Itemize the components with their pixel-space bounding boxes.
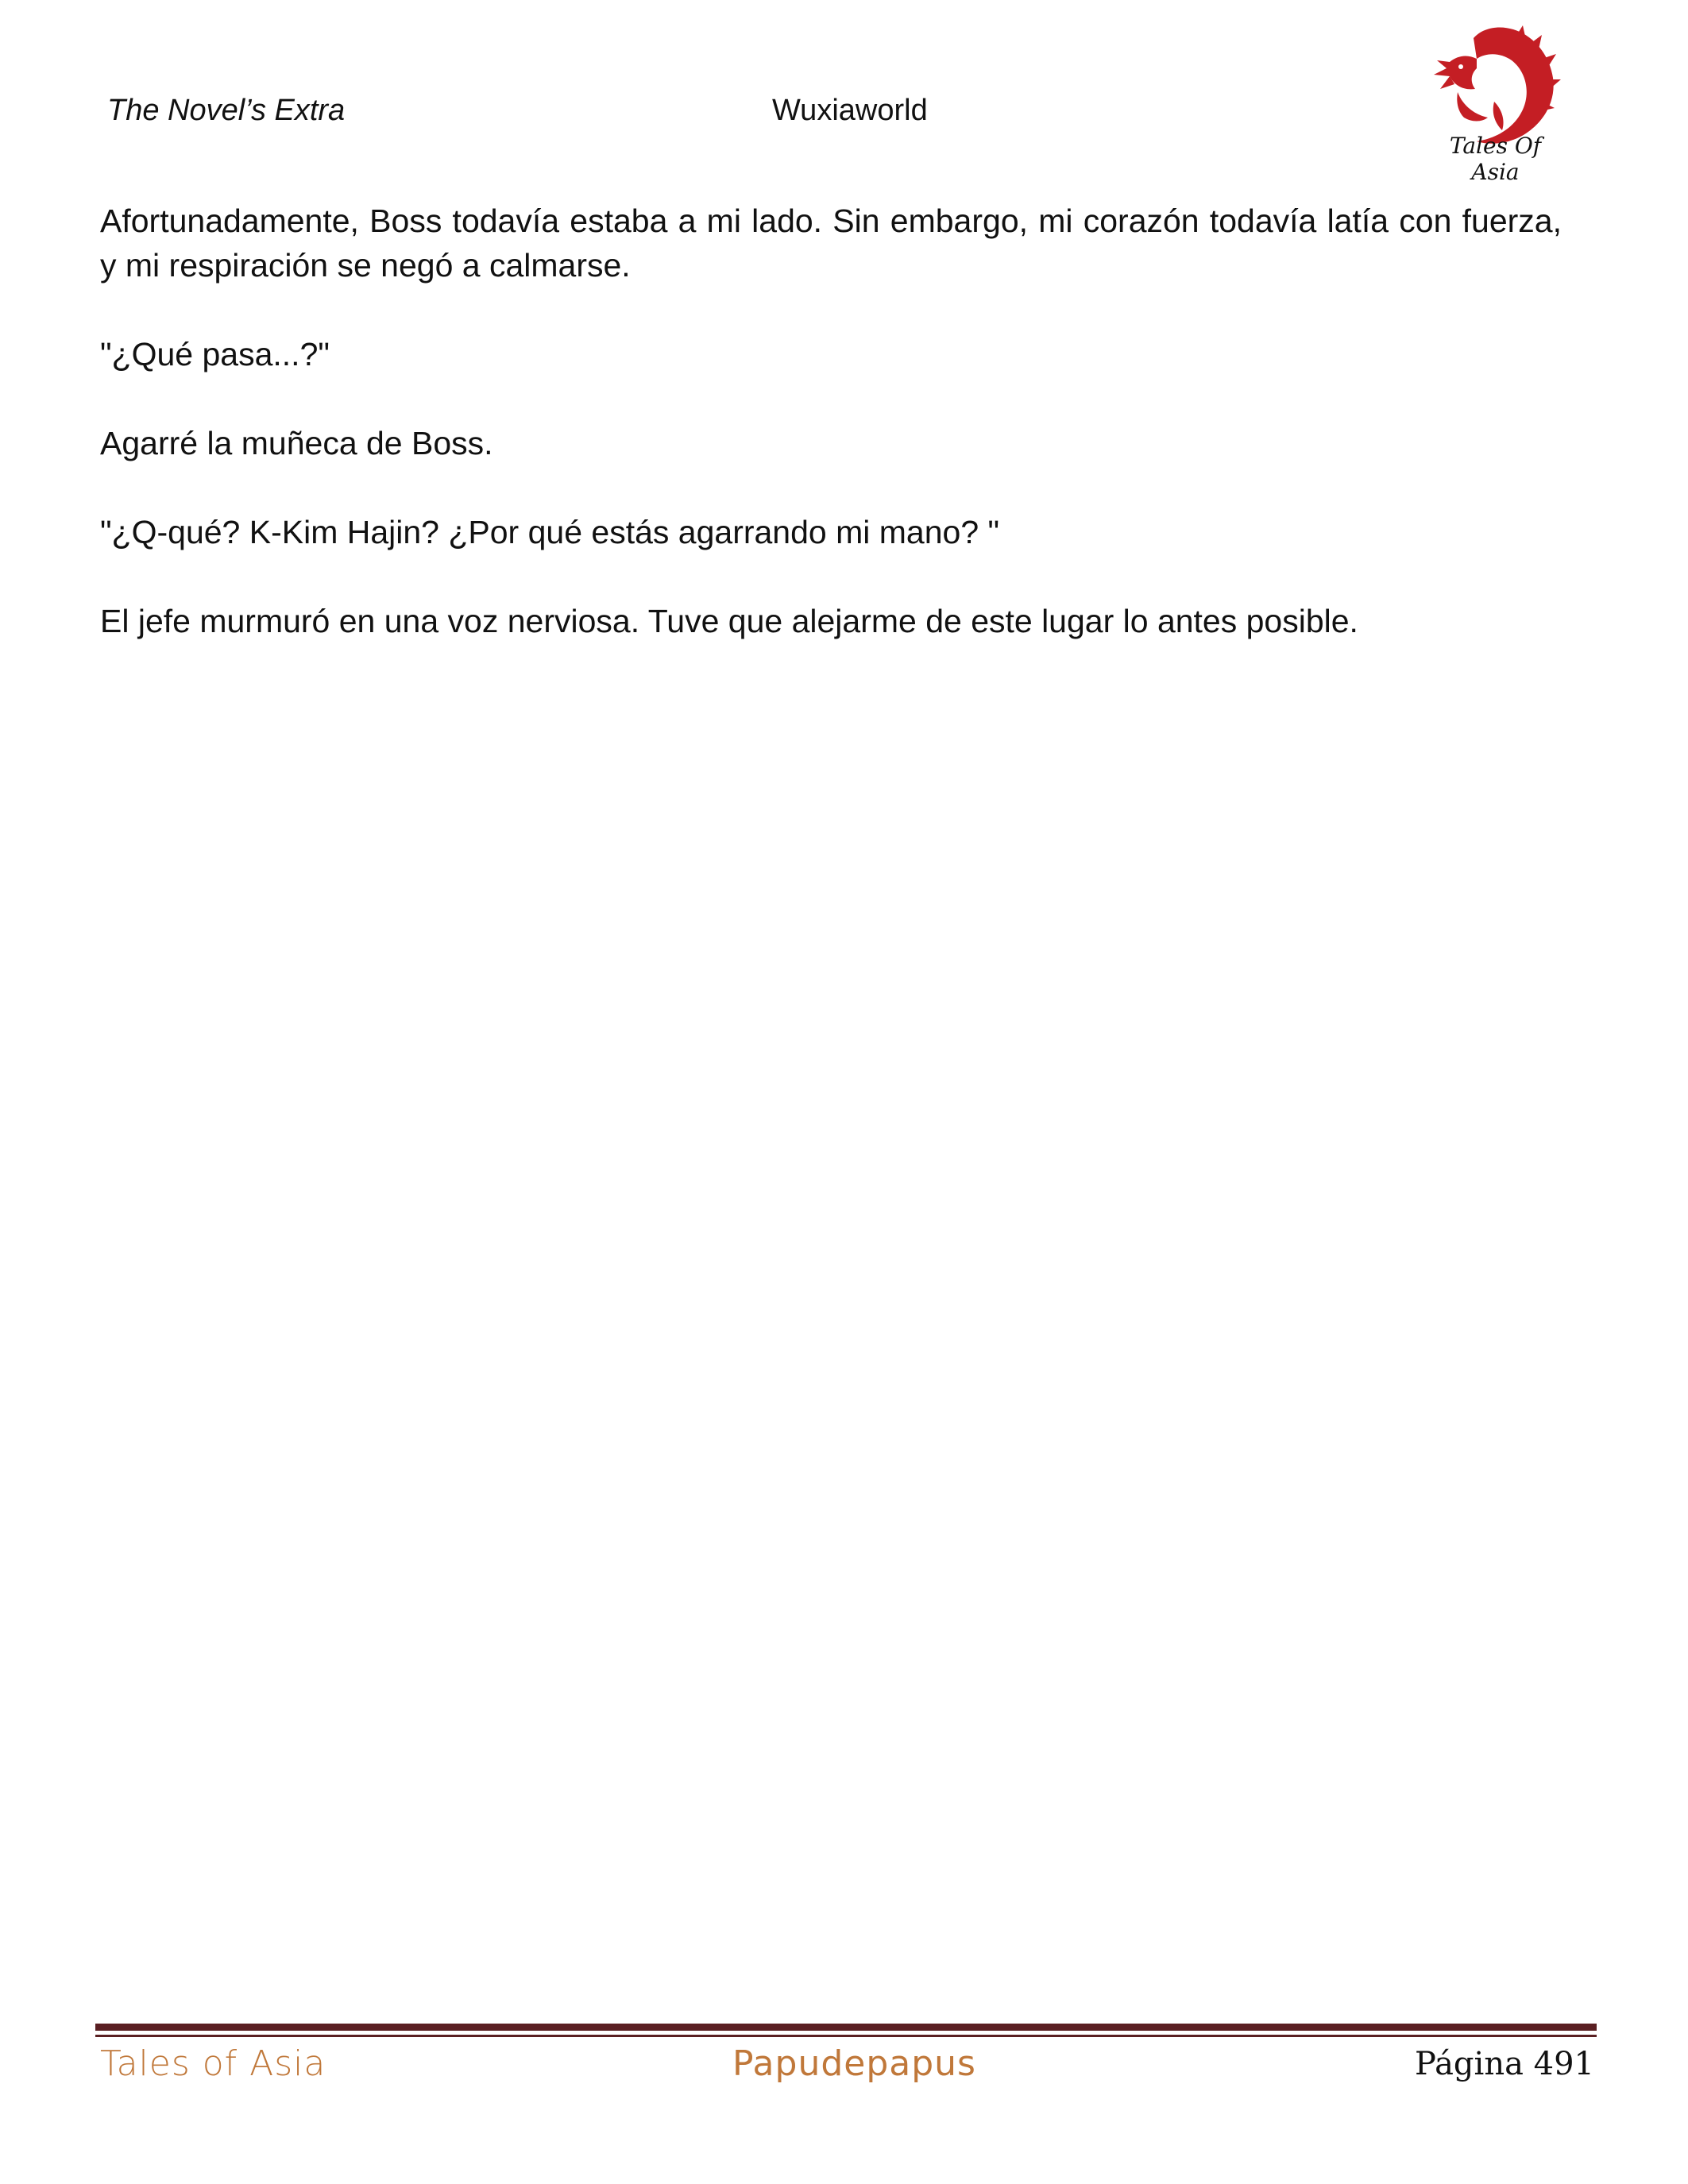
logo-text: Tales Of Asia <box>1449 133 1542 185</box>
paragraph: El jefe murmuró en una voz nerviosa. Tuve que alejarme de este lugar lo antes posible. <box>100 603 1358 639</box>
footer-site-name: Tales of Asia <box>100 2043 326 2084</box>
header-source: Wuxiaworld <box>772 94 928 127</box>
paragraph: "¿Q-qué? K-Kim Hajin? ¿Por qué estás agarrando mi mano? " <box>100 514 1000 550</box>
footer-rule-thin <box>95 2035 1597 2037</box>
footer-rule-thick <box>95 2024 1597 2031</box>
header-book-title: The Novel’s Extra <box>107 94 346 127</box>
page-number: Página 491 <box>1414 2046 1594 2082</box>
paragraph: "¿Qué pasa...?" <box>100 336 330 372</box>
footer-translator: Papudepapus <box>732 2043 976 2084</box>
chapter-body <box>100 199 1562 688</box>
tales-of-asia-logo <box>1426 22 1565 185</box>
paragraph: Agarré la muñeca de Boss. <box>100 425 493 461</box>
paragraph: Afortunadamente, Boss todavía estaba a mi lado. Sin embargo, mi corazón todavía latía con fuerza, y mi respiración se negó a calmarse. <box>100 203 1562 284</box>
